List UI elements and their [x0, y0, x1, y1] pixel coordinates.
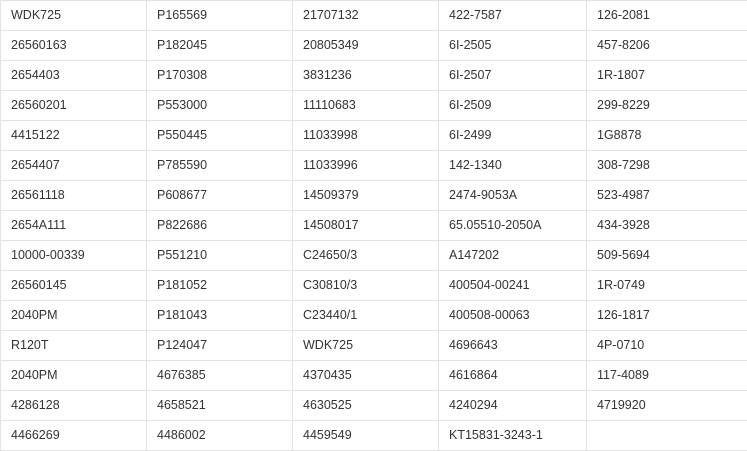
table-cell: 4676385 [147, 361, 293, 391]
table-row [1, 91, 747, 121]
table-cell: 400508-00063 [439, 301, 587, 331]
table-cell: 4466269 [1, 421, 147, 451]
table-cell: P170308 [147, 61, 293, 91]
table-row [1, 391, 747, 421]
table-cell: 26560145 [1, 271, 147, 301]
table-cell: C30810/3 [293, 271, 439, 301]
table-row [1, 421, 747, 451]
table-row [1, 121, 747, 151]
table-cell: WDK725 [1, 1, 147, 31]
table-row [1, 271, 747, 301]
table-cell: 4415122 [1, 121, 147, 151]
table-cell: 2654407 [1, 151, 147, 181]
table-cell: C24650/3 [293, 241, 439, 271]
table-row [1, 31, 747, 61]
table-cell: 6I-2507 [439, 61, 587, 91]
table-row [1, 301, 747, 331]
table-cell: 126-2081 [587, 1, 747, 31]
table-cell: 10000-00339 [1, 241, 147, 271]
table-cell: 4630525 [293, 391, 439, 421]
table-cell: 4658521 [147, 391, 293, 421]
table-cell: 26561118 [1, 181, 147, 211]
table-cell: 422-7587 [439, 1, 587, 31]
table-cell: 2040PM [1, 361, 147, 391]
table-cell: P181052 [147, 271, 293, 301]
table-cell: 4459549 [293, 421, 439, 451]
table-cell: 14509379 [293, 181, 439, 211]
table-cell: 126-1817 [587, 301, 747, 331]
table-cell: 4616864 [439, 361, 587, 391]
table-cell: P182045 [147, 31, 293, 61]
table-cell: 4696643 [439, 331, 587, 361]
table-cell: R120T [1, 331, 147, 361]
table-cell: 14508017 [293, 211, 439, 241]
table-cell: P608677 [147, 181, 293, 211]
table-cell: 11110683 [293, 91, 439, 121]
table-row [1, 61, 747, 91]
table-cell: 400504-00241 [439, 271, 587, 301]
table-cell: 26560201 [1, 91, 147, 121]
table-cell: 2654A111 [1, 211, 147, 241]
table-cell: 6I-2509 [439, 91, 587, 121]
table-cell: 2654403 [1, 61, 147, 91]
table-cell: 26560163 [1, 31, 147, 61]
table-cell: 509-5694 [587, 241, 747, 271]
table-row [1, 181, 747, 211]
table-cell: WDK725 [293, 331, 439, 361]
table-cell: 20805349 [293, 31, 439, 61]
table-cell: 2040PM [1, 301, 147, 331]
table-cell: P551210 [147, 241, 293, 271]
table-cell: 2474-9053A [439, 181, 587, 211]
table-cell: 1G8878 [587, 121, 747, 151]
table-cell: 4P-0710 [587, 331, 747, 361]
table-cell: 21707132 [293, 1, 439, 31]
table-cell: P550445 [147, 121, 293, 151]
table-cell: 11033996 [293, 151, 439, 181]
table-cell: 1R-0749 [587, 271, 747, 301]
table-cell: 4286128 [1, 391, 147, 421]
table-cell: 4719920 [587, 391, 747, 421]
table-body [1, 1, 747, 451]
table-cell: 4486002 [147, 421, 293, 451]
table-cell: 65.05510-2050A [439, 211, 587, 241]
table-cell: 142-1340 [439, 151, 587, 181]
table-cell: 6I-2499 [439, 121, 587, 151]
table-cell: 434-3928 [587, 211, 747, 241]
table-row [1, 211, 747, 241]
table-row [1, 151, 747, 181]
table-cell [587, 421, 747, 451]
table-cell: 6I-2505 [439, 31, 587, 61]
table-cell: 1R-1807 [587, 61, 747, 91]
table-row [1, 331, 747, 361]
table-cell: KT15831-3243-1 [439, 421, 587, 451]
table-cell: P181043 [147, 301, 293, 331]
table-cell: P124047 [147, 331, 293, 361]
table-row [1, 241, 747, 271]
table-cell: P785590 [147, 151, 293, 181]
table-cell: 117-4089 [587, 361, 747, 391]
table-cell: C23440/1 [293, 301, 439, 331]
table-cell: A147202 [439, 241, 587, 271]
table-cell: 299-8229 [587, 91, 747, 121]
table-cell: 308-7298 [587, 151, 747, 181]
table-cell: P553000 [147, 91, 293, 121]
table-row [1, 1, 747, 31]
table-cell: 3831236 [293, 61, 439, 91]
table-cell: 4240294 [439, 391, 587, 421]
table-cell: P822686 [147, 211, 293, 241]
table-cell: P165569 [147, 1, 293, 31]
table-row [1, 361, 747, 391]
table-cell: 457-8206 [587, 31, 747, 61]
table-cell: 11033998 [293, 121, 439, 151]
table-cell: 4370435 [293, 361, 439, 391]
table-cell: 523-4987 [587, 181, 747, 211]
